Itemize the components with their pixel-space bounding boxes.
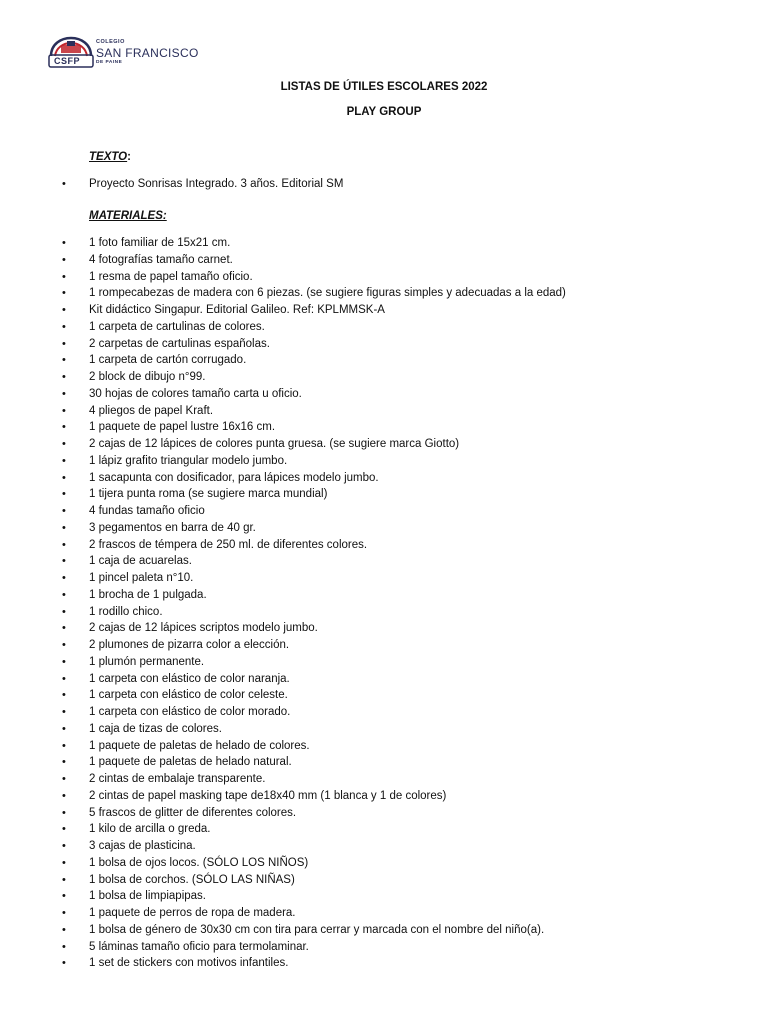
- bullet-icon: •: [62, 253, 66, 266]
- materiales-list-item: [62, 873, 295, 887]
- bullet-icon: •: [62, 655, 66, 668]
- bullet-icon: •: [62, 178, 66, 190]
- materiales-list-item: [62, 621, 318, 635]
- bullet-icon: •: [62, 555, 66, 568]
- materiales-item-text: 5 frascos de glitter de diferentes colores.: [89, 806, 297, 819]
- bullet-icon: •: [62, 387, 66, 400]
- materiales-item-text: 2 cintas de embalaje transparente.: [89, 773, 266, 785]
- bullet-icon: •: [62, 672, 66, 685]
- bullet-icon: •: [62, 722, 66, 735]
- materiales-item-text: 2 carpetas de cartulinas españolas.: [89, 337, 270, 350]
- materiales-item-text: 1 brocha de 1 pulgada.: [89, 588, 207, 601]
- materiales-list-item: [62, 387, 302, 401]
- bullet-icon: •: [62, 521, 66, 534]
- materiales-item-text: 2 cajas de 12 lápices scriptos modelo jumbo.: [89, 622, 318, 635]
- materiales-list-item: [62, 353, 247, 367]
- materiales-item-text: 1 paquete de paletas de helado de colores.: [89, 739, 310, 752]
- bullet-icon: •: [62, 572, 66, 584]
- bullet-icon: •: [62, 856, 66, 869]
- materiales-list-item: [62, 521, 256, 535]
- materiales-item-text: 1 bolsa de género de 30x30 cm con tira para cerrar y marcada con el nombre del niño(a).: [89, 923, 545, 936]
- bullet-icon: •: [62, 706, 66, 718]
- materiales-item-text: 4 fundas tamaño oficio: [89, 505, 205, 517]
- bullet-icon: •: [62, 622, 66, 635]
- logo-top-text: COLEGIO: [96, 39, 125, 45]
- materiales-list-item: [62, 236, 231, 250]
- logo-badge-text: CSFP: [54, 56, 81, 66]
- bullet-icon: •: [62, 304, 66, 316]
- bullet-icon: •: [62, 404, 66, 417]
- bullet-icon: •: [62, 337, 66, 350]
- materiales-list-item: [62, 404, 214, 418]
- materiales-heading-label: MATERIALES:: [89, 210, 167, 222]
- materiales-list-item: [62, 655, 205, 669]
- materiales-list-item: [62, 705, 291, 719]
- bullet-icon: •: [62, 320, 66, 333]
- materiales-list-item: [62, 856, 309, 870]
- materiales-list-item: [62, 420, 276, 434]
- texto-heading-label: TEXTO: [89, 151, 128, 163]
- materiales-item-text: 4 fotografías tamaño carnet.: [89, 253, 233, 266]
- bullet-icon: •: [62, 371, 66, 383]
- materiales-item-text: 1 caja de tizas de colores.: [89, 722, 222, 735]
- bullet-icon: •: [62, 588, 66, 601]
- materiales-list-item: [62, 286, 566, 300]
- materiales-item-text: 2 plumones de pizarra color a elección.: [89, 639, 290, 651]
- materiales-item-text: 3 pegamentos en barra de 40 gr.: [89, 521, 256, 534]
- materiales-item-text: 1 resma de papel tamaño oficio.: [89, 270, 253, 283]
- materiales-list-item: [62, 437, 460, 451]
- logo-sub-text: DE PAINE: [96, 60, 123, 65]
- materiales-list-item: [62, 822, 211, 836]
- materiales-item-text: 2 frascos de témpera de 250 ml. de diferentes colores.: [89, 538, 368, 551]
- materiales-item-text: 1 kilo de arcilla o greda.: [89, 823, 211, 836]
- materiales-list-item: [62, 638, 290, 652]
- bullet-icon: •: [62, 454, 66, 467]
- materiales-item-text: 1 sacapunta con dosificador, para lápices modelo jumbo.: [89, 471, 379, 484]
- bullet-icon: •: [62, 789, 66, 802]
- bullet-icon: •: [62, 639, 66, 651]
- materiales-list-item: [62, 806, 297, 820]
- bullet-icon: •: [62, 940, 66, 953]
- materiales-item-text: 1 paquete de papel lustre 16x16 cm.: [89, 421, 276, 434]
- texto-item-text: Proyecto Sonrisas Integrado. 3 años. Editorial SM: [89, 178, 344, 190]
- materiales-item-text: 2 cajas de 12 lápices de colores punta gruesa. (se sugiere marca Giotto): [89, 438, 460, 450]
- bullet-icon: •: [62, 270, 66, 283]
- materiales-list-item: [62, 923, 545, 937]
- materiales-item-text: 1 lápiz grafito triangular modelo jumbo.: [89, 454, 288, 467]
- materiales-item-text: 2 cintas de papel masking tape de18x40 mm (1 blanca y 1 de colores): [89, 789, 447, 802]
- materiales-list-item: [62, 337, 270, 351]
- page-subtitle: PLAY GROUP: [346, 106, 422, 118]
- bullet-icon: •: [62, 773, 66, 785]
- texto-heading-colon: :: [127, 151, 131, 163]
- materiales-list-item: [62, 270, 253, 284]
- materiales-list-item: [62, 303, 385, 317]
- materiales-list-item: [62, 605, 163, 619]
- materiales-item-text: 1 plumón permanente.: [89, 655, 205, 668]
- materiales-item-text: 1 carpeta con elástico de color morado.: [89, 706, 291, 718]
- bullet-icon: •: [62, 957, 66, 970]
- materiales-list-item: [62, 253, 233, 267]
- materiales-list-item: [62, 739, 310, 753]
- materiales-item-text: 1 bolsa de corchos. (SÓLO LAS NIÑAS): [89, 873, 295, 886]
- bullet-icon: •: [62, 756, 66, 769]
- materiales-list-item: [62, 688, 288, 702]
- bullet-icon: •: [62, 354, 66, 367]
- materiales-list-item: [62, 370, 206, 384]
- bullet-icon: •: [62, 840, 66, 852]
- bullet-icon: •: [62, 923, 66, 936]
- bullet-icon: •: [62, 438, 66, 450]
- materiales-item-text: 1 rodillo chico.: [89, 605, 163, 618]
- logo-main-text: SAN FRANCISCO: [96, 46, 199, 60]
- materiales-list-item: [62, 454, 288, 468]
- materiales-item-text: 4 pliegos de papel Kraft.: [89, 404, 214, 417]
- materiales-item-text: 1 bolsa de limpiapipas.: [89, 890, 206, 903]
- materiales-item-text: 1 carpeta con elástico de color celeste.: [89, 689, 288, 702]
- materiales-item-text: 1 foto familiar de 15x21 cm.: [89, 237, 231, 249]
- materiales-list-item: [62, 940, 309, 954]
- materiales-item-text: 5 láminas tamaño oficio para termolaminar.: [89, 940, 309, 953]
- bullet-icon: •: [62, 538, 66, 551]
- materiales-item-text: 1 paquete de paletas de helado natural.: [89, 756, 292, 769]
- materiales-item-text: 1 pincel paleta n°10.: [89, 572, 194, 584]
- materiales-item-text: 1 set de stickers con motivos infantiles.: [89, 957, 289, 970]
- materiales-list-item: [62, 320, 265, 334]
- materiales-list-item: [62, 755, 292, 769]
- materiales-list-item: [62, 487, 328, 501]
- bullet-icon: •: [62, 689, 66, 702]
- materiales-heading: [89, 210, 167, 222]
- materiales-list-item: [62, 588, 207, 602]
- bullet-icon: •: [62, 739, 66, 752]
- materiales-list-item: [62, 504, 205, 518]
- bullet-icon: •: [62, 421, 66, 434]
- materiales-item-text: Kit didáctico Singapur. Editorial Galileo. Ref: KPLMMSK-A: [89, 304, 385, 316]
- bullet-icon: •: [62, 471, 66, 484]
- page-title: LISTAS DE ÚTILES ESCOLARES 2022: [280, 81, 488, 93]
- materiales-list-item: [62, 906, 296, 920]
- materiales-item-text: 1 caja de acuarelas.: [89, 555, 192, 568]
- materiales-item-text: 1 tijera punta roma (se sugiere marca mundial): [89, 488, 328, 501]
- materiales-item-text: 1 carpeta de cartón corrugado.: [89, 354, 247, 367]
- materiales-item-text: 1 rompecabezas de madera con 6 piezas. (se sugiere figuras simples y adecuadas a la edad): [89, 287, 566, 300]
- materiales-item-text: 30 hojas de colores tamaño carta u oficio.: [89, 387, 302, 400]
- materiales-list-item: [62, 722, 222, 736]
- bullet-icon: •: [62, 237, 66, 249]
- bullet-icon: •: [62, 806, 66, 819]
- materiales-list-item: [62, 538, 368, 552]
- materiales-list-item: [62, 789, 447, 803]
- bullet-icon: •: [62, 605, 66, 618]
- bullet-icon: •: [62, 505, 66, 517]
- texto-list-item: [62, 177, 344, 191]
- materiales-item-text: 1 bolsa de ojos locos. (SÓLO LOS NIÑOS): [89, 856, 309, 869]
- materiales-list-item: [62, 554, 192, 568]
- materiales-item-text: 1 paquete de perros de ropa de madera.: [89, 907, 296, 919]
- materiales-list-item: [62, 956, 289, 970]
- bullet-icon: •: [62, 823, 66, 836]
- materiales-list-item: [62, 772, 266, 786]
- bullet-icon: •: [62, 907, 66, 919]
- materiales-list-item: [62, 672, 290, 686]
- materiales-item-text: 2 block de dibujo n°99.: [89, 371, 206, 383]
- materiales-list-item: [62, 839, 196, 853]
- bullet-icon: •: [62, 873, 66, 886]
- bullet-icon: •: [62, 488, 66, 501]
- bullet-icon: •: [62, 890, 66, 903]
- materiales-list-item: [62, 571, 194, 585]
- materiales-list-item: [62, 889, 206, 903]
- texto-heading: [89, 151, 131, 163]
- materiales-item-text: 3 cajas de plasticina.: [89, 840, 196, 852]
- materiales-list-item: [62, 471, 379, 485]
- bullet-icon: •: [62, 287, 66, 300]
- materiales-item-text: 1 carpeta de cartulinas de colores.: [89, 320, 265, 333]
- materiales-item-text: 1 carpeta con elástico de color naranja.: [89, 672, 290, 685]
- school-logo: [47, 36, 207, 68]
